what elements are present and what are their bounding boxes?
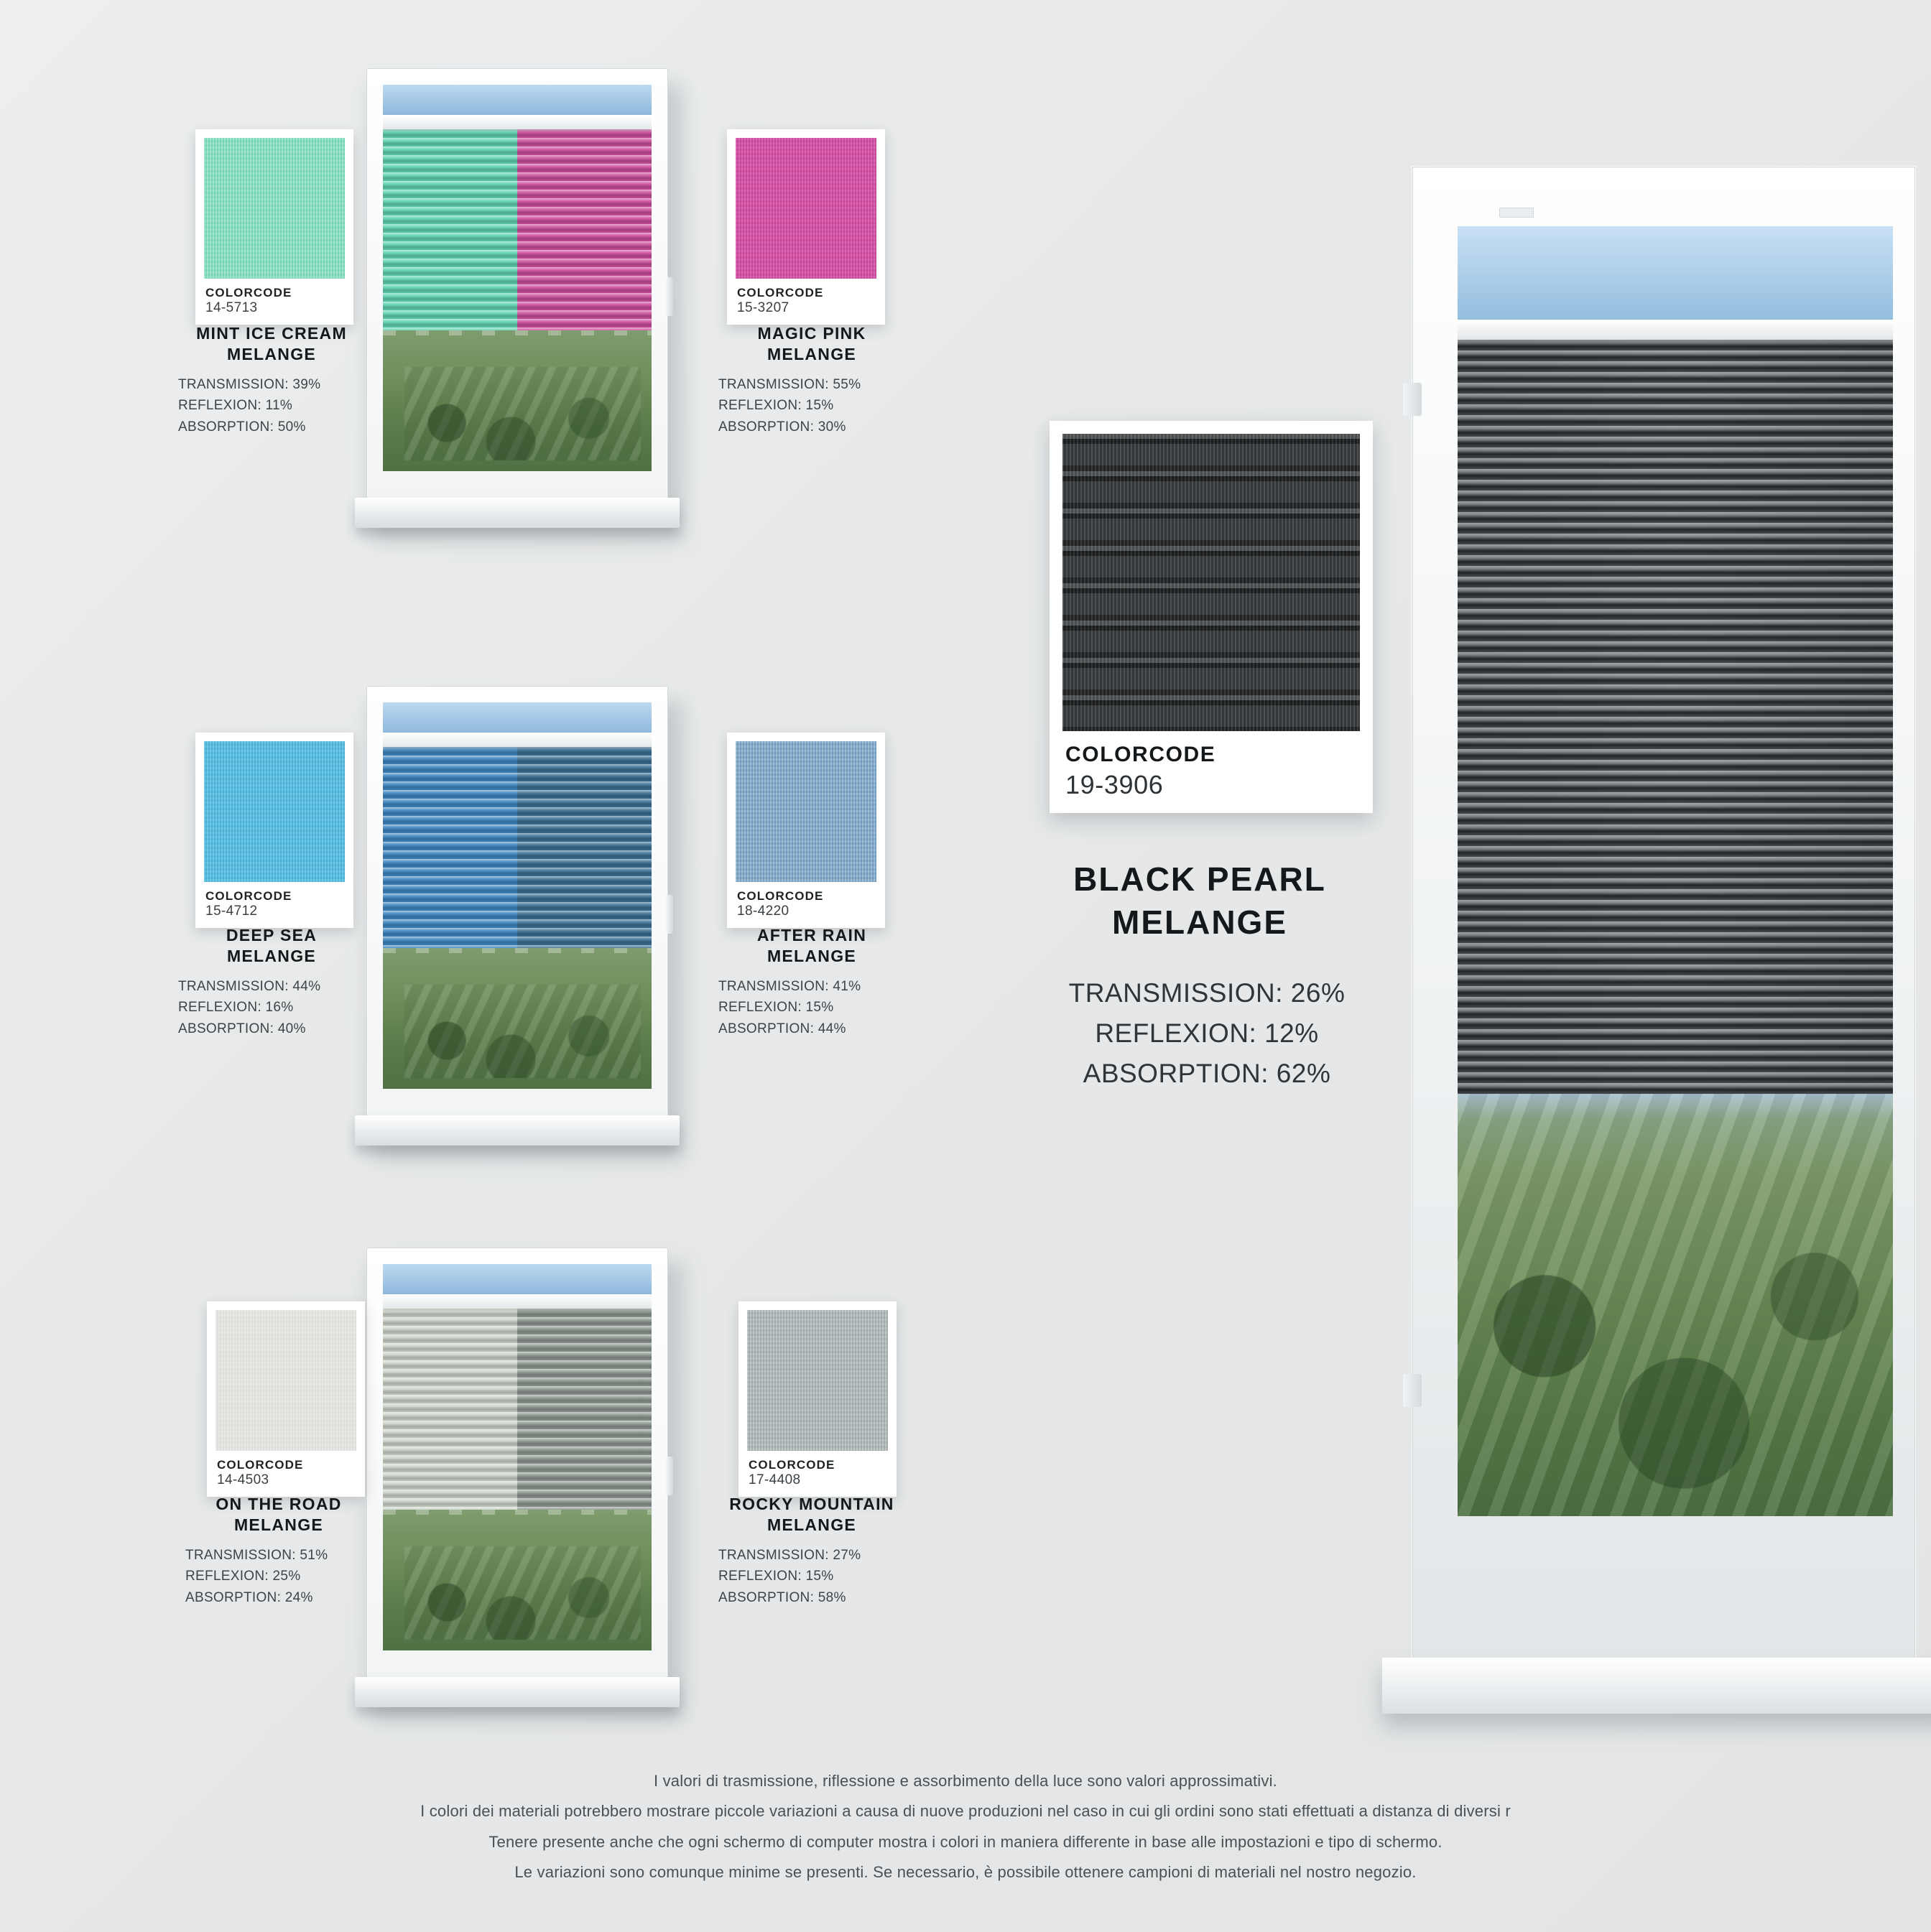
pleated-blind-bottom: [383, 1309, 652, 1510]
product-name-line1: ROCKY MOUNTAIN: [729, 1495, 894, 1513]
colorcode-label: COLORCODE: [205, 889, 292, 903]
footer-line-3: Tenere presente anche che ogni schermo di computer mostra i colori in maniera differente in base alle impostazioni e tipo di schermo.: [488, 1832, 1443, 1851]
metric-transmission: TRANSMISSION: 55%: [718, 376, 861, 392]
product-name: [185, 1494, 372, 1536]
metric-reflexion: REFLEXION: 11%: [178, 398, 293, 414]
footer-line-2: I colori dei materiali potrebbero mostrare piccole variazioni a causa di nuove produzioni nel caso in cui gli ordini sono stati effettuati a distanza di diversi r: [420, 1802, 1511, 1821]
blind-right-half: [517, 129, 652, 330]
swatch-card-mint-ice-cream: [195, 129, 353, 325]
colorcode-block: [736, 279, 876, 325]
window-mockup-middle: [366, 686, 675, 1153]
hero-product-name: [1006, 858, 1394, 944]
product-info-magic-pink: [718, 323, 905, 437]
product-name-line1: ON THE ROAD: [216, 1495, 342, 1513]
colorcode-label: COLORCODE: [205, 286, 292, 299]
window-handle[interactable]: [666, 1457, 673, 1495]
sky-strip: [383, 1264, 652, 1294]
swatch-card-after-rain: [727, 733, 885, 928]
fabric-swatch-rocky-mountain: [747, 1310, 888, 1451]
pleated-blind-middle: [383, 747, 652, 948]
product-name: [718, 925, 905, 967]
colorcode-value: 14-4503: [217, 1472, 269, 1487]
metric-transmission: TRANSMISSION: 41%: [718, 978, 861, 994]
metric-transmission: TRANSMISSION: 44%: [178, 978, 321, 994]
blind-left-half: [383, 129, 517, 330]
hero-name-line2: MELANGE: [1112, 903, 1287, 941]
metric-absorption: ABSORPTION: 58%: [718, 1589, 846, 1605]
large-window-glass-area: [1458, 226, 1893, 1516]
colorcode-value: 15-4712: [205, 903, 258, 919]
swatch-card-magic-pink: [727, 129, 885, 325]
product-name-line2: MELANGE: [767, 947, 857, 966]
product-metrics: [718, 374, 905, 437]
swatch-card-on-the-road: [207, 1301, 365, 1497]
blind-headrail: [383, 733, 652, 747]
product-name: [178, 323, 365, 366]
hero-metric-transmission: TRANSMISSION: 26%: [1068, 978, 1346, 1008]
window-mockup-bottom: [366, 1248, 675, 1714]
window-glass-area: [383, 1264, 652, 1650]
hero-metric-absorption: ABSORPTION: 62%: [1083, 1059, 1331, 1089]
product-info-rocky-mountain: [718, 1494, 905, 1608]
window-sill: [355, 1677, 680, 1707]
fabric-swatch-black-pearl: [1062, 434, 1360, 731]
metric-reflexion: REFLEXION: 25%: [185, 1569, 301, 1584]
colorcode-block: [216, 1451, 356, 1497]
colorcode-label: COLORCODE: [1065, 743, 1216, 766]
product-name-line1: AFTER RAIN: [756, 926, 867, 944]
product-metrics: [718, 976, 905, 1039]
window-mockup-large-black-pearl: [1412, 167, 1931, 1732]
product-info-after-rain: [718, 925, 905, 1039]
fabric-swatch-deep-sea: [204, 741, 345, 882]
metric-absorption: ABSORPTION: 40%: [178, 1021, 306, 1036]
pleated-blind-black-pearl: [1458, 340, 1893, 1094]
metric-reflexion: REFLEXION: 15%: [718, 1000, 834, 1016]
blind-headrail: [1458, 320, 1893, 340]
frame-tab: [1499, 208, 1534, 218]
product-name: [178, 925, 365, 967]
product-name-line2: MELANGE: [767, 345, 857, 364]
colorcode-label: COLORCODE: [737, 889, 824, 903]
metric-transmission: TRANSMISSION: 27%: [718, 1547, 861, 1563]
metric-reflexion: REFLEXION: 15%: [718, 1569, 834, 1584]
colorcode-value: 15-3207: [737, 299, 789, 315]
colorcode-block: [204, 882, 345, 928]
product-name: [718, 1494, 905, 1536]
blind-left-half: [383, 1309, 517, 1510]
fabric-swatch-after-rain: [736, 741, 876, 882]
product-metrics: [178, 374, 365, 437]
metric-transmission: TRANSMISSION: 39%: [178, 376, 321, 392]
product-name-line2: MELANGE: [767, 1515, 857, 1535]
product-info-deep-sea: [178, 925, 365, 1039]
product-name-line1: MINT ICE CREAM: [196, 324, 347, 343]
large-window-frame: [1412, 167, 1915, 1661]
window-mockup-top: [366, 68, 675, 535]
swatch-card-rocky-mountain: [738, 1301, 897, 1497]
metric-absorption: ABSORPTION: 24%: [185, 1589, 313, 1605]
swatch-card-deep-sea: [195, 733, 353, 928]
product-name-line2: MELANGE: [226, 345, 317, 364]
window-frame: [366, 686, 668, 1117]
window-sill: [355, 498, 680, 528]
hero-product-metrics: [1020, 973, 1394, 1095]
sky-strip: [383, 85, 652, 115]
footer-line-4: Le variazioni sono comunque minime se presenti. Se necessario, è possibile ottenere campioni di materiali nel nostro negozio.: [514, 1862, 1417, 1881]
colorcode-block: [1062, 731, 1360, 813]
large-window-sill: [1382, 1658, 1931, 1714]
product-name-line2: MELANGE: [226, 947, 317, 966]
window-hinge: [1403, 1374, 1422, 1407]
metric-absorption: ABSORPTION: 30%: [718, 419, 846, 435]
window-sill: [355, 1115, 680, 1146]
window-handle[interactable]: [666, 277, 673, 316]
colorcode-label: COLORCODE: [749, 1458, 835, 1472]
product-metrics: [185, 1545, 372, 1608]
colorcode-block: [747, 1451, 888, 1497]
footer-disclaimer: [0, 1766, 1931, 1887]
footer-line-1: I valori di trasmissione, riflessione e assorbimento della luce sono valori approssimativi.: [653, 1772, 1277, 1791]
blind-left-half: [383, 747, 517, 948]
pleated-blind-top: [383, 129, 652, 330]
window-frame: [366, 1248, 668, 1678]
colorcode-value: 18-4220: [737, 903, 789, 919]
product-name-line1: MAGIC PINK: [757, 324, 866, 343]
landscape-photo: [1458, 1094, 1893, 1516]
product-metrics: [718, 1545, 905, 1608]
blind-headrail: [383, 115, 652, 129]
fabric-swatch-mint-ice-cream: [204, 138, 345, 279]
product-info-on-the-road: [185, 1494, 372, 1608]
colorcode-label: COLORCODE: [217, 1458, 304, 1472]
colorcode-value: 14-5713: [205, 299, 258, 315]
colorcode-block: [204, 279, 345, 325]
colorcode-label: COLORCODE: [737, 286, 824, 299]
product-name-line1: DEEP SEA: [226, 926, 318, 944]
window-hinge: [1403, 383, 1422, 416]
blind-right-half: [517, 1309, 652, 1510]
metric-absorption: ABSORPTION: 44%: [718, 1021, 846, 1036]
window-glass-area: [383, 702, 652, 1089]
fabric-swatch-magic-pink: [736, 138, 876, 279]
metric-absorption: ABSORPTION: 50%: [178, 419, 306, 435]
blind-right-half: [517, 747, 652, 948]
colorcode-value: 17-4408: [749, 1472, 801, 1487]
blind-headrail: [383, 1294, 652, 1309]
swatch-card-black-pearl: [1050, 421, 1373, 813]
hero-metric-reflexion: REFLEXION: 12%: [1095, 1018, 1319, 1049]
metric-reflexion: REFLEXION: 16%: [178, 1000, 294, 1016]
window-handle[interactable]: [666, 895, 673, 934]
product-name-line2: MELANGE: [233, 1515, 324, 1535]
product-metrics: [178, 976, 365, 1039]
metric-reflexion: REFLEXION: 15%: [718, 398, 834, 414]
metric-transmission: TRANSMISSION: 51%: [185, 1547, 328, 1563]
window-frame: [366, 68, 668, 499]
colorcode-value: 19-3906: [1065, 770, 1164, 799]
sky-strip: [383, 702, 652, 733]
product-name: [718, 323, 905, 366]
window-glass-area: [383, 85, 652, 471]
colorcode-block: [736, 882, 876, 928]
hero-name-line1: BLACK PEARL: [1073, 860, 1326, 898]
fabric-swatch-on-the-road: [216, 1310, 356, 1451]
sky-strip: [1458, 226, 1893, 320]
product-info-mint-ice-cream: [178, 323, 365, 437]
